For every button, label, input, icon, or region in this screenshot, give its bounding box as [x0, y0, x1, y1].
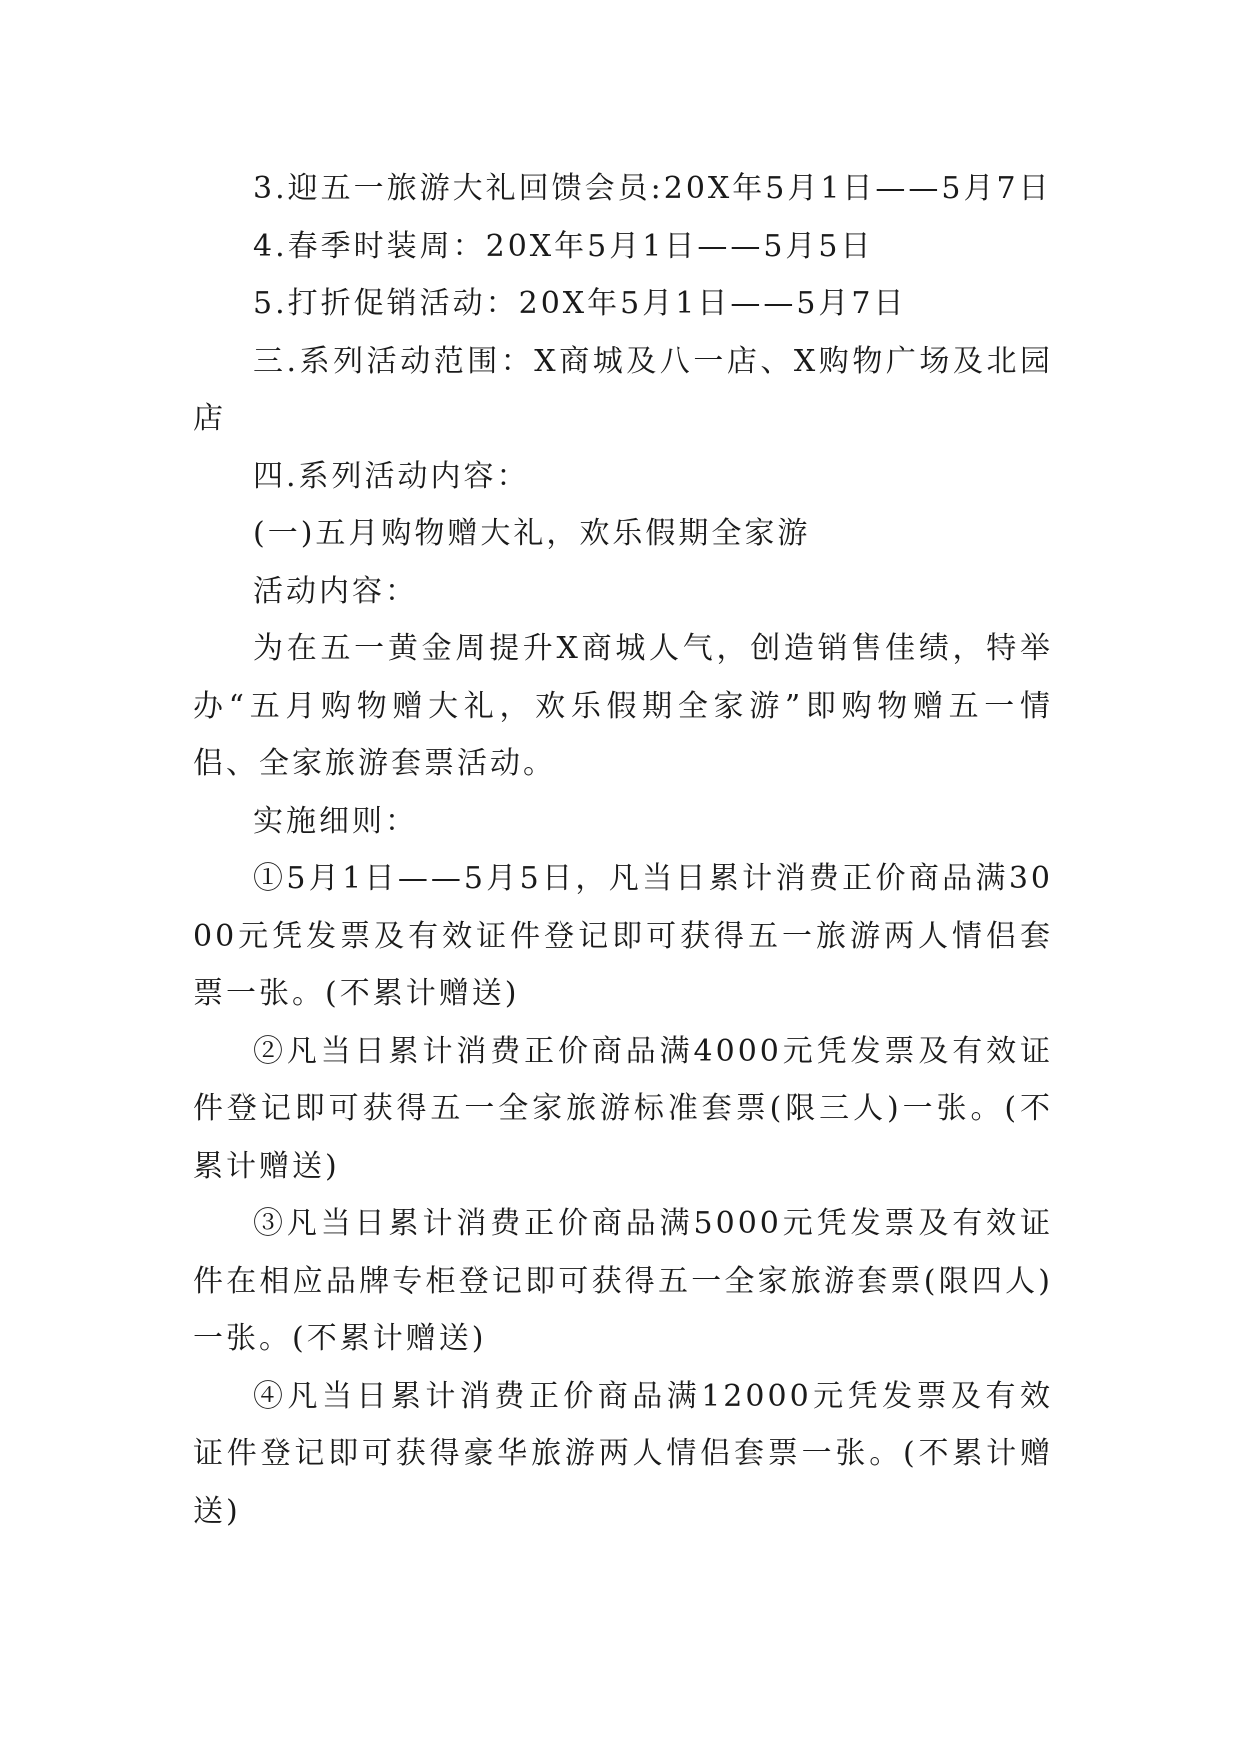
paragraph-discount-promotion: 5.打折促销活动：20X年5月1日——5月7日 — [253, 286, 907, 321]
label-implementation-rules: 实施细则： — [253, 803, 418, 839]
label-activity-content: 活动内容： — [253, 573, 418, 609]
paragraph-activity-description: 为在五一黄金周提升X商城人气，创造销售佳绩，特举办“五月购物赠大礼，欢乐假期全家游”即购物赠五一情侣、全家旅游套票活动。 — [193, 631, 1053, 781]
rule-item-1: ①5月1日——5月5日，凡当日累计消费正价商品满3000元凭发票及有效证件登记即可获得五一旅游两人情侣套票一张。(不累计赠送) — [193, 861, 1053, 1011]
paragraph-member-travel-gift: 3.迎五一旅游大礼回馈会员:20X年5月1日——5月7日 — [253, 171, 1052, 206]
rule-item-4: ④凡当日累计消费正价商品满12000元凭发票及有效证件登记即可获得豪华旅游两人情侣套票一张。(不累计赠送) — [193, 1378, 1053, 1529]
document-body — [193, 160, 1053, 1540]
paragraph-activity-scope: 三.系列活动范围：X商城及八一店、X购物广场及北园店 — [193, 343, 1053, 436]
section-heading-activity-content: 四.系列活动内容： — [253, 458, 530, 494]
rule-item-3: ③凡当日累计消费正价商品满5000元凭发票及有效证件在相应品牌专柜登记即可获得五一全家旅游套票(限四人)一张。(不累计赠送) — [193, 1206, 1053, 1356]
paragraph-spring-fashion-week: 4.春季时装周：20X年5月1日——5月5日 — [253, 228, 874, 264]
subsection-heading-may-shopping-gift: (一)五月购物赠大礼，欢乐假期全家游 — [253, 516, 811, 551]
rule-item-2: ②凡当日累计消费正价商品满4000元凭发票及有效证件登记即可获得五一全家旅游标准套票(限三人)一张。(不累计赠送) — [193, 1033, 1053, 1184]
